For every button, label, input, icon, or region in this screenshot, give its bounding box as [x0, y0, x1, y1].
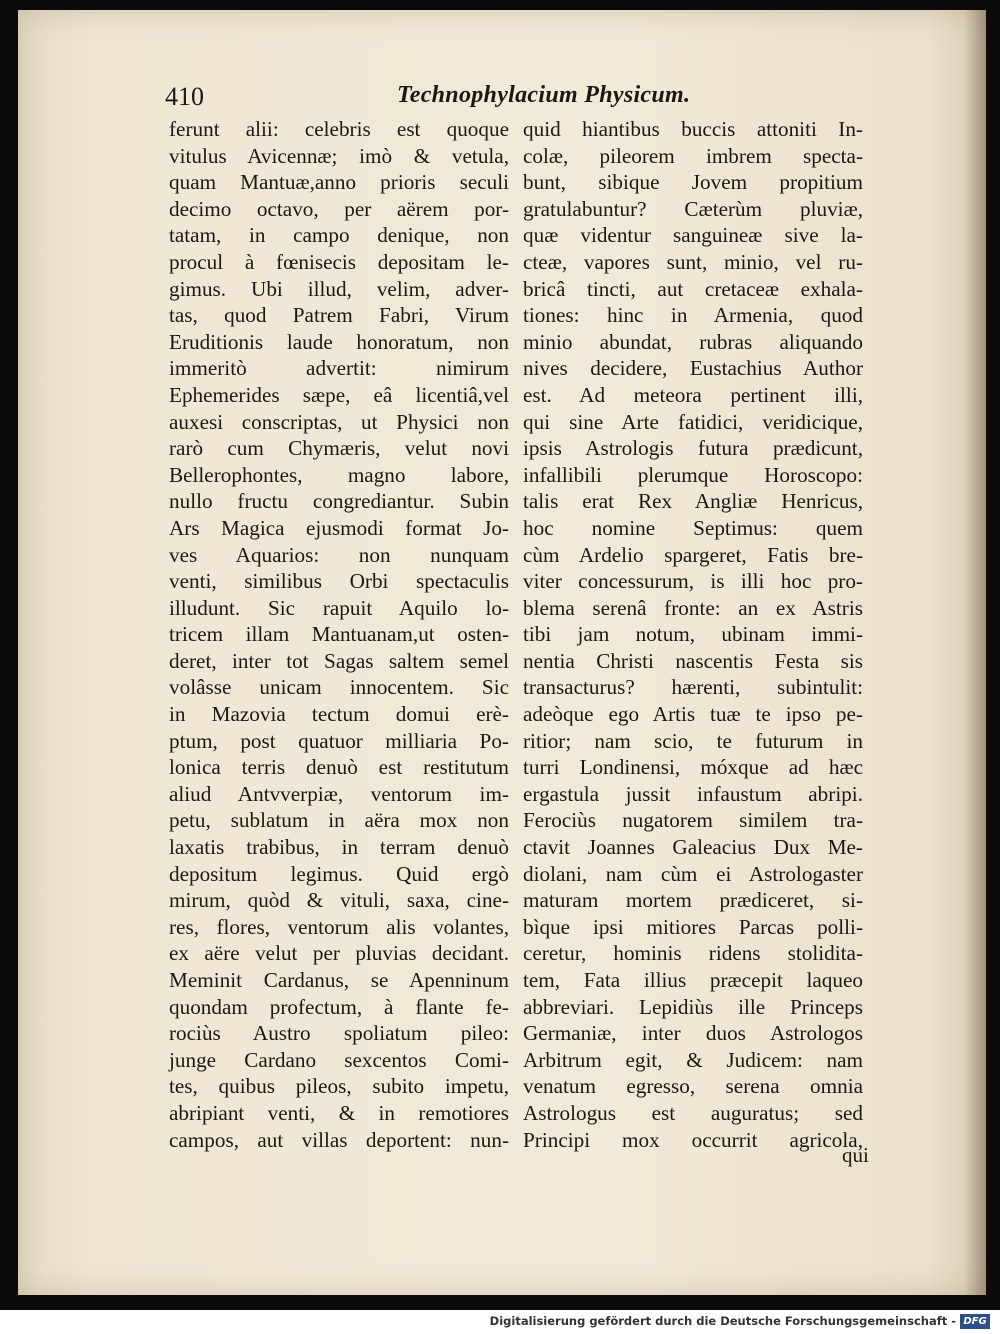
- text-line: quam Mantuæ,anno prioris seculi: [169, 170, 509, 195]
- text-line: Ars Magica ejusmodi format Jo-: [169, 515, 509, 540]
- text-line: depositum legimus. Quid ergò: [169, 861, 509, 886]
- text-line: Bellerophontes, magno labore,: [169, 462, 509, 487]
- text-line: auxesi conscriptas, ut Physici non: [169, 409, 509, 434]
- text-line: gratulabuntur? Cæterùm pluviæ,: [523, 196, 863, 221]
- dfg-logo: DFG: [960, 1314, 990, 1329]
- text-line: nullo fructu congrediantur. Subin: [169, 489, 509, 514]
- text-line: venatum egresso, serena omnia: [523, 1074, 863, 1099]
- text-line: minio abundat, rubras aliquando: [523, 329, 863, 354]
- text-line: maturam mortem prædiceret, si-: [523, 888, 863, 913]
- text-line: ipsis Astrologis futura prædicunt,: [523, 436, 863, 461]
- text-line: tricem illam Mantuanam,ut osten-: [169, 622, 509, 647]
- text-line: aliud Antvverpiæ, ventorum im-: [169, 781, 509, 806]
- text-line: decimo octavo, per aërem por-: [169, 196, 509, 221]
- text-line: in Mazovia tectum domui erè-: [169, 702, 509, 727]
- text-line: infallibili plerumque Horoscopo:: [523, 462, 863, 487]
- text-line: procul à fœnisecis depositam le-: [169, 249, 509, 274]
- text-line: bìque ipsi mitiores Parcas polli-: [523, 914, 863, 939]
- text-line: immeritò advertit: nimirum: [169, 356, 509, 381]
- text-line: vitulus Avicennæ; imò & vetula,: [169, 143, 509, 168]
- text-line: tem, Fata illius præcepit laqueo: [523, 968, 863, 992]
- page-spine-shadow: [964, 10, 986, 1295]
- text-line: tiones: hinc in Armenia, quod: [523, 303, 863, 328]
- page-number: 410: [165, 82, 204, 111]
- text-line: quæ videntur sanguineæ sive la-: [523, 223, 863, 248]
- text-line: colæ, pileorem imbrem specta-: [523, 143, 863, 168]
- text-line: campos, aut villas deportent: nun-: [169, 1127, 509, 1152]
- text-line: cteæ, vapores sunt, minio, vel ru-: [523, 249, 863, 274]
- text-line: gimus. Ubi illud, velim, adver-: [169, 276, 509, 301]
- text-line: Arbitrum egit, & Judicem: nam: [523, 1047, 863, 1072]
- text-line: Principi mox occurrit agricola,: [523, 1127, 863, 1152]
- text-line: tes, quibus pileos, subito impetu,: [169, 1074, 509, 1099]
- running-head: [165, 82, 865, 116]
- text-line: ex aëre velut per pluvias decidant.: [169, 941, 509, 966]
- text-line: hoc nomine Septimus: quem: [523, 515, 863, 540]
- text-line: qui sine Arte fatidici, veridicique,: [523, 409, 863, 434]
- text-line: venti, similibus Orbi spectaculis: [169, 569, 509, 594]
- text-line: volâsse unicam innocentem. Sic: [169, 675, 509, 700]
- text-line: rociùs Austro spoliatum pileo:: [169, 1021, 509, 1046]
- text-line: ctavit Joannes Galeacius Dux Me-: [523, 835, 863, 860]
- text-line: bunt, sibique Jovem propitium: [523, 170, 863, 195]
- text-line: quid hiantibus buccis attoniti In-: [523, 117, 863, 141]
- text-line: est. Ad meteora pertinent illi,: [523, 382, 863, 407]
- text-line: ergastula jussit infaustum abripi.: [523, 781, 863, 806]
- text-line: ves Aquarios: non nunquam: [169, 542, 509, 567]
- text-line: Meminit Cardanus, se Apenninum: [169, 968, 509, 992]
- text-line: talis erat Rex Angliæ Henricus,: [523, 489, 863, 514]
- text-line: bricâ tincti, aut cretaceæ exhala-: [523, 276, 863, 301]
- text-line: adeòque ego Artis tuæ te ipso pe-: [523, 702, 863, 727]
- text-line: ritior; nam scio, te futurum in: [523, 728, 863, 753]
- text-line: Ferociùs nugatorem similem tra-: [523, 808, 863, 833]
- text-line: ceretur, hominis ridens stolidita-: [523, 941, 863, 966]
- text-line: junge Cardano sexcentos Comi-: [169, 1047, 509, 1072]
- text-line: laxatis trabibus, in terram denuò: [169, 835, 509, 860]
- text-line: Astrologus est auguratus; sed: [523, 1100, 863, 1125]
- text-line: turri Londinensi, móxque ad hæc: [523, 755, 863, 780]
- text-line: ptum, post quatuor milliaria Po-: [169, 728, 509, 753]
- left-text-column: [169, 116, 509, 1153]
- text-line: diolani, nam cùm ei Astrologaster: [523, 861, 863, 886]
- text-line: abbreviari. Lepidiùs ille Princeps: [523, 994, 863, 1019]
- text-line: Ephemerides sæpe, eâ licentiâ,vel: [169, 382, 509, 407]
- text-line: res, flores, ventorum alis volantes,: [169, 914, 509, 939]
- text-line: viter concessurum, is illi hoc pro-: [523, 569, 863, 594]
- text-line: lonica terris denuò est restitutum: [169, 755, 509, 780]
- text-line: nentia Christi nascentis Festa sis: [523, 648, 863, 673]
- catchword: qui: [842, 1143, 869, 1167]
- text-line: Eruditionis laude honoratum, non: [169, 329, 509, 354]
- text-line: transacturus? hærenti, subintulit:: [523, 675, 863, 700]
- text-line: tibi jam notum, ubinam immi-: [523, 622, 863, 647]
- page-title: Technophylacium Physicum.: [397, 82, 691, 108]
- footer-bar: [0, 1310, 1000, 1334]
- text-line: Germaniæ, inter duos Astrologos: [523, 1021, 863, 1046]
- text-line: blema serenâ fronte: an ex Astris: [523, 595, 863, 620]
- text-line: abripiant venti, & in remotiores: [169, 1100, 509, 1125]
- text-line: tatam, in campo denique, non: [169, 223, 509, 248]
- funding-notice: Digitalisierung gefördert durch die Deutsche Forschungsgemeinschaft -: [489, 1314, 956, 1328]
- text-line: petu, sublatum in aëra mox non: [169, 808, 509, 833]
- text-line: deret, inter tot Sagas saltem semel: [169, 648, 509, 673]
- right-text-column: [523, 116, 863, 1153]
- text-line: cùm Ardelio spargeret, Fatis bre-: [523, 542, 863, 567]
- text-line: tas, quod Patrem Fabri, Virum: [169, 303, 509, 328]
- text-line: nives decidere, Eustachius Author: [523, 356, 863, 381]
- text-line: rarò cum Chymæris, velut novi: [169, 436, 509, 461]
- text-line: quondam profectum, à flante fe-: [169, 994, 509, 1019]
- text-line: mirum, quòd & vituli, saxa, cine-: [169, 888, 509, 913]
- text-line: illudunt. Sic rapuit Aquilo lo-: [169, 595, 509, 620]
- text-line: ferunt alii: celebris est quoque: [169, 117, 509, 141]
